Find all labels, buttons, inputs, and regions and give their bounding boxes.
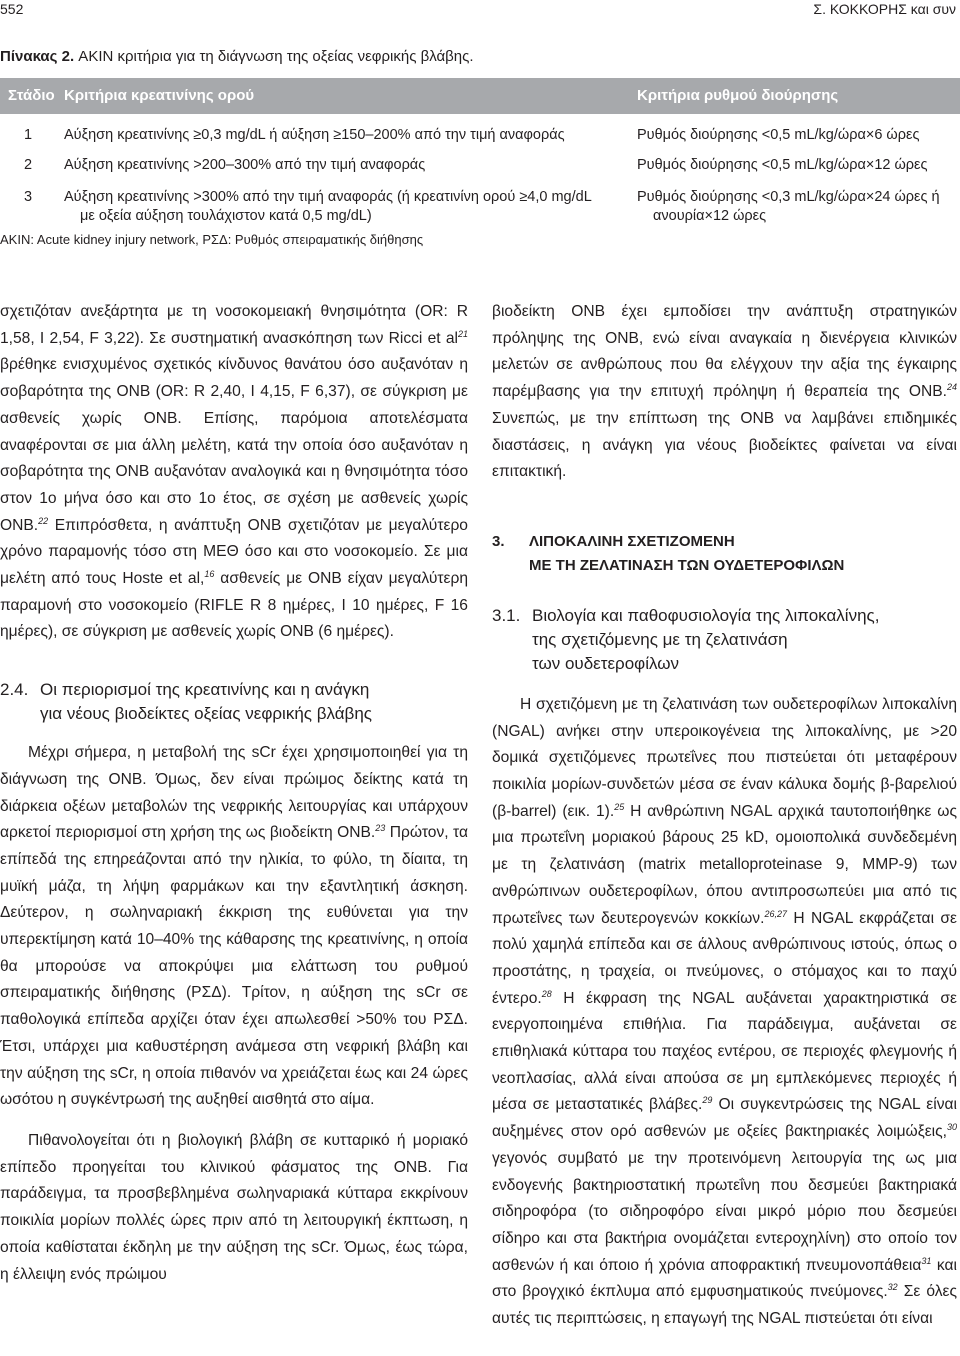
citation: 22	[38, 515, 49, 526]
citation: 30	[946, 1122, 957, 1133]
citation: 25	[614, 801, 625, 812]
table-footnote: AKIN: Acute kidney injury network, ΡΣΔ: Ρυθμός σπειραματικής διήθησης	[0, 232, 424, 247]
citation: 32	[887, 1282, 898, 1293]
subsection-heading-3-1: 3.1. Βιολογία και παθοφυσιολογία της λιποκαλίνης, της σχετιζόμενης με τη ζελατινάση των ουδετεροφίλων	[492, 605, 880, 673]
citation: 21	[457, 328, 468, 339]
cell-creatinine: Αύξηση κρεατινίνης >200–300% από την τιμή αναφοράς	[64, 157, 426, 173]
akin-criteria-table	[0, 78, 960, 226]
running-authors: Σ. ΚΟΚΚΟΡΗΣ και συν	[813, 1, 956, 17]
table-label: Πίνακας 2.	[0, 48, 75, 65]
paragraph: βιοδείκτη ΟΝΒ έχει εμποδίσει την ανάπτυξη στρατηγικών πρόληψης της ΟΝΒ, ενώ είναι αναγκαία η διενέργεια κλινικών μελετών σε ανθρώπους που θα ελέγχουν την αξία της έγκαιρης παρέμβασης για την επιτυχή πρόληψη ή θεραπεία της ΟΝΒ.$^{24}$ Συνεπώς, με την επίπτωση της ΟΝΒ να λαμβάνει επιδημικές διαστάσεις, η ανάγκη για νέους βιοδείκτες φαίνεται να είναι επιτακτική.	[492, 303, 957, 481]
section-number: 3.1.	[492, 605, 521, 625]
citation: 24	[946, 382, 957, 393]
paragraph: Η σχετιζόμενη με τη ζελατινάση των ουδετεροφίλων λιποκαλίνη (NGAL) ανήκει στην υπεροικογένεια της λιποκαλίνης, με >20 δομικά σχετιζόμενες πρωτεΐνες που πιστεύεται ότι μεταφέρουν ποικιλία μορίων-συνδετών μέσα σε έναν κάλυκα δομής β-βαρελιού (β-barrel) (εικ. 1).$^{25}$ Η ανθρώπινη NGAL αρχικά ταυτοποιήθηκε ως μια πρωτεΐνη μοριακού βάρους 25 kD, ομοιοπολικά συνδεδεμένη με τη ζελατινάση (matrix metalloproteinase 9, MMP-9) των ανθρώπινων ουδετεροφίλων, όπου αντιπροσωπεύει μια από τις πρωτεΐνες των δευτερογενών κοκκίων.$^{26,27}$ Η NGAL εκφράζεται σε πολύ χαμηλά επίπεδα και σε άλλους ανθρώπινους ιστούς, όπως ο προστάτης, η τραχεία, οι πνεύμονες, ο στόμαχος και το παχύ έντερο.$^{28}$ Η έκφραση της NGAL αυξάνεται χαρακτηριστικά σε ενεργοποιημένα επιθήλια. Για παράδειγμα, αυξάνεται σε επιθηλιακά κύτταρα του παχέος εντέρου, σε περιοχές φλεγμονής ή νεοπλασίας, αλλά είναι απούσα σε μη εμπλεκόμενες περιοχές ή μέσα σε μεταστατικές βλάβες.$^{29}$ Οι συγκεντρώσεις της NGAL είναι αυξημένες στον ορό ασθενών με οξείες βακτηριακές λοιμώξεις,$^{30}$ γεγονός συμβατό με την προτεινόμενη λειτουργία της ως μια ενδογενής βακτηριοστατική πρωτεΐνη που δεσμεύει βακτηριακά σιδηροφόρα (το σιδηροφόρο είναι μικρό μόριο που δεσμεύει σίδηρο και στα βακτήρια ονομάζεται εντεροχηλίνη) στο οποίο τον ασθενών ή και όποιο ή χρόνια αποφρακτική πνευμονοπάθεια$^{31}$ και στο βρογχικό έκπλυμα από εμφυσηματικούς πνεύμονες.$^{32}$ Σε όλες αυτές τις περιπτώσεις, η επαγωγή της NGAL πιστεύεται ότι είναι	[492, 695, 957, 1328]
cell-diuresis-line1: Ρυθμός διούρησης <0,3 mL/kg/ώρα×24 ώρες ή	[637, 189, 940, 205]
cell-creatinine-line2: με οξεία αύξηση τουλάχιστον κατά 0,5 mg/dL)	[80, 208, 372, 224]
cell-creatinine-line1: Αύξηση κρεατινίνης >300% από την τιμή αναφοράς (ή κρεατινίνη ορού ≥4,0 mg/dL	[64, 189, 592, 205]
paragraph: Μέχρι σήμερα, η μεταβολή της sCr έχει χρησιμοποιηθεί για τη διάγνωση της ΟΝΒ. Όμως, δεν είναι πρώιμος δείκτης κατά τη διάρκεια οξέων μεταβολών της νεφρικής λειτουργίας και υπάρχουν αρκετοί περιορισμοί στη χρήση της ως βιοδείκτη ΟΝΒ.$^{23}$ Πρώτον, τα επίπεδά της επηρεάζονται από την ηλικία, το φύλο, τη δίαιτα, τη μυϊκή μάζα, τη λήψη φαρμάκων και την εξαντλητική άσκηση. Δεύτερον, η σωληναριακή έκκριση της ευθύνεται για την υπερεκτίμηση κατά 10–40% της κάθαρσης της κρεατινίνης, η οποία θα μπορούσε να αποκρύψει μια ελάττωση του ρυθμού σπειραματικής διήθησης (ΡΣΔ). Τρίτον, η αύξηση της sCr σε παθολογικά επίπεδα αρχίζει όταν έχει απωλεσθεί >50% του ΡΣΔ. Έτσι, υπάρχει μια καθυστέρηση ανάμεσα στη νεφρική βλάβη και την αύξηση της sCr, η οποία πιθανόν να χρειάζεται έως και 24 ώρες ωσότου η συγκέντρωσή της αυξηθεί αισθητά στο αίμα.	[0, 744, 468, 1109]
table-row	[0, 146, 960, 176]
cell-creatinine: Αύξηση κρεατινίνης ≥0,3 mg/dL ή αύξηση ≥150–200% από την τιμή αναφοράς	[64, 127, 565, 143]
cell-stage: 2	[24, 157, 33, 173]
header-diuresis: Κριτήρια ρυθμού διούρησης	[637, 87, 839, 104]
right-column	[492, 299, 957, 1333]
citation: 26,27	[764, 908, 787, 919]
header-creatinine: Κριτήρια κρεατινίνης ορού	[64, 87, 255, 104]
citation: 29	[702, 1095, 713, 1106]
cell-stage: 3	[24, 189, 33, 205]
table-row	[0, 176, 960, 226]
table-header-row	[0, 78, 960, 114]
subsection-heading-2-4: 2.4. Οι περιορισμοί της κρεατινίνης και η ανάγκη για νέους βιοδείκτες οξείας νεφρικής βλάβης	[0, 680, 372, 724]
cell-diuresis: Ρυθμός διούρησης <0,5 mL/kg/ώρα×6 ώρες	[637, 127, 920, 143]
section-number: 3.	[492, 532, 505, 550]
left-column	[0, 299, 468, 1288]
table-caption-text: AKIN κριτήρια για τη διάγνωση της οξείας νεφρικής βλάβης.	[74, 48, 474, 65]
running-header	[0, 0, 960, 22]
cell-diuresis: Ρυθμός διούρησης <0,5 mL/kg/ώρα×12 ώρες	[637, 157, 928, 173]
cell-diuresis-line2: ανουρία×12 ώρες	[653, 208, 767, 224]
page-number: 552	[0, 1, 24, 17]
paragraph: σχετιζόταν ανεξάρτητα με τη νοσοκομειακή θνησιμότητα (OR: R 1,58, I 2,54, F 3,22). Σε συστηματική ανασκόπηση των Ricci et $al^{21}$ βρέθηκε ενισχυμένος σχετικός κίνδυνος θανάτου όσο αυξανόταν η σοβαρότητα της ΟΝΒ (OR: R 2,40, I 4,15, F 6,37), σε σύγκριση με ασθενείς χωρίς ΟΝΒ. Επίσης, παρόμοια αποτελέσματα αναφέρονται σε μια άλλη μελέτη, κατά την οποία όσο αυξανόταν η σοβαρότητα της ΟΝΒ αυξανόταν αναλογικά και η θνησιμότητα τόσο στον 1ο μήνα όσο και στο 1ο έτος, σε σχέση με ασθενείς χωρίς ΟΝΒ.$^{22}$ Επιπρόσθετα, η ανάπτυξη ΟΝΒ σχετιζόταν με μεγαλύτερο χρόνο παραμονής τόσο στη ΜΕΘ όσο και στο νοσοκομείο. Σε μια μελέτη από τους Hoste et al,$^{16}$ ασθενείς με ΟΝΒ είχαν μεγαλύτερη παραμονή στο νοσοκομείο (RIFLE R 8 ημέρες, I 10 ημέρες, F 16 ημέρες), σε σύγκριση με ασθενείς χωρίς ΟΝΒ (6 ημέρες).	[0, 303, 468, 641]
header-stage: Στάδιο	[8, 87, 55, 104]
cell-stage: 1	[24, 127, 33, 143]
table-caption	[0, 48, 474, 65]
citation: 31	[921, 1255, 932, 1266]
citation: 16	[204, 569, 215, 580]
section-heading-3: 3. ΛΙΠΟΚΑΛΙΝΗ ΣΧΕΤΙΖΟΜΕΝΗ ΜΕ ΤΗ ΖΕΛΑΤΙΝΑΣΗ ΤΩΝ ΟΥΔΕΤΕΡΟΦΙΛΩΝ	[492, 530, 957, 578]
citation: 28	[541, 988, 552, 999]
section-number: 2.4.	[0, 680, 29, 700]
citation: 23	[375, 823, 386, 834]
table-row	[0, 114, 960, 146]
paragraph: Πιθανολογείται ότι η βιολογική βλάβη σε κυτταρικό ή μοριακό επίπεδο προηγείται του κλινικού φάσματος της ΟΝΒ. Για παράδειγμα, τα προσβεβλημένα σωληναριακά κύτταρα εκκρίνουν ποικιλία μορίων πολλές ώρες πριν από τη λειτουργική έκπτωση, η οποία καθίσταται έκδηλη με την αύξηση της sCr. Όμως, έως τώρα, η έλλειψη ενός πρώιμου	[0, 1131, 468, 1283]
